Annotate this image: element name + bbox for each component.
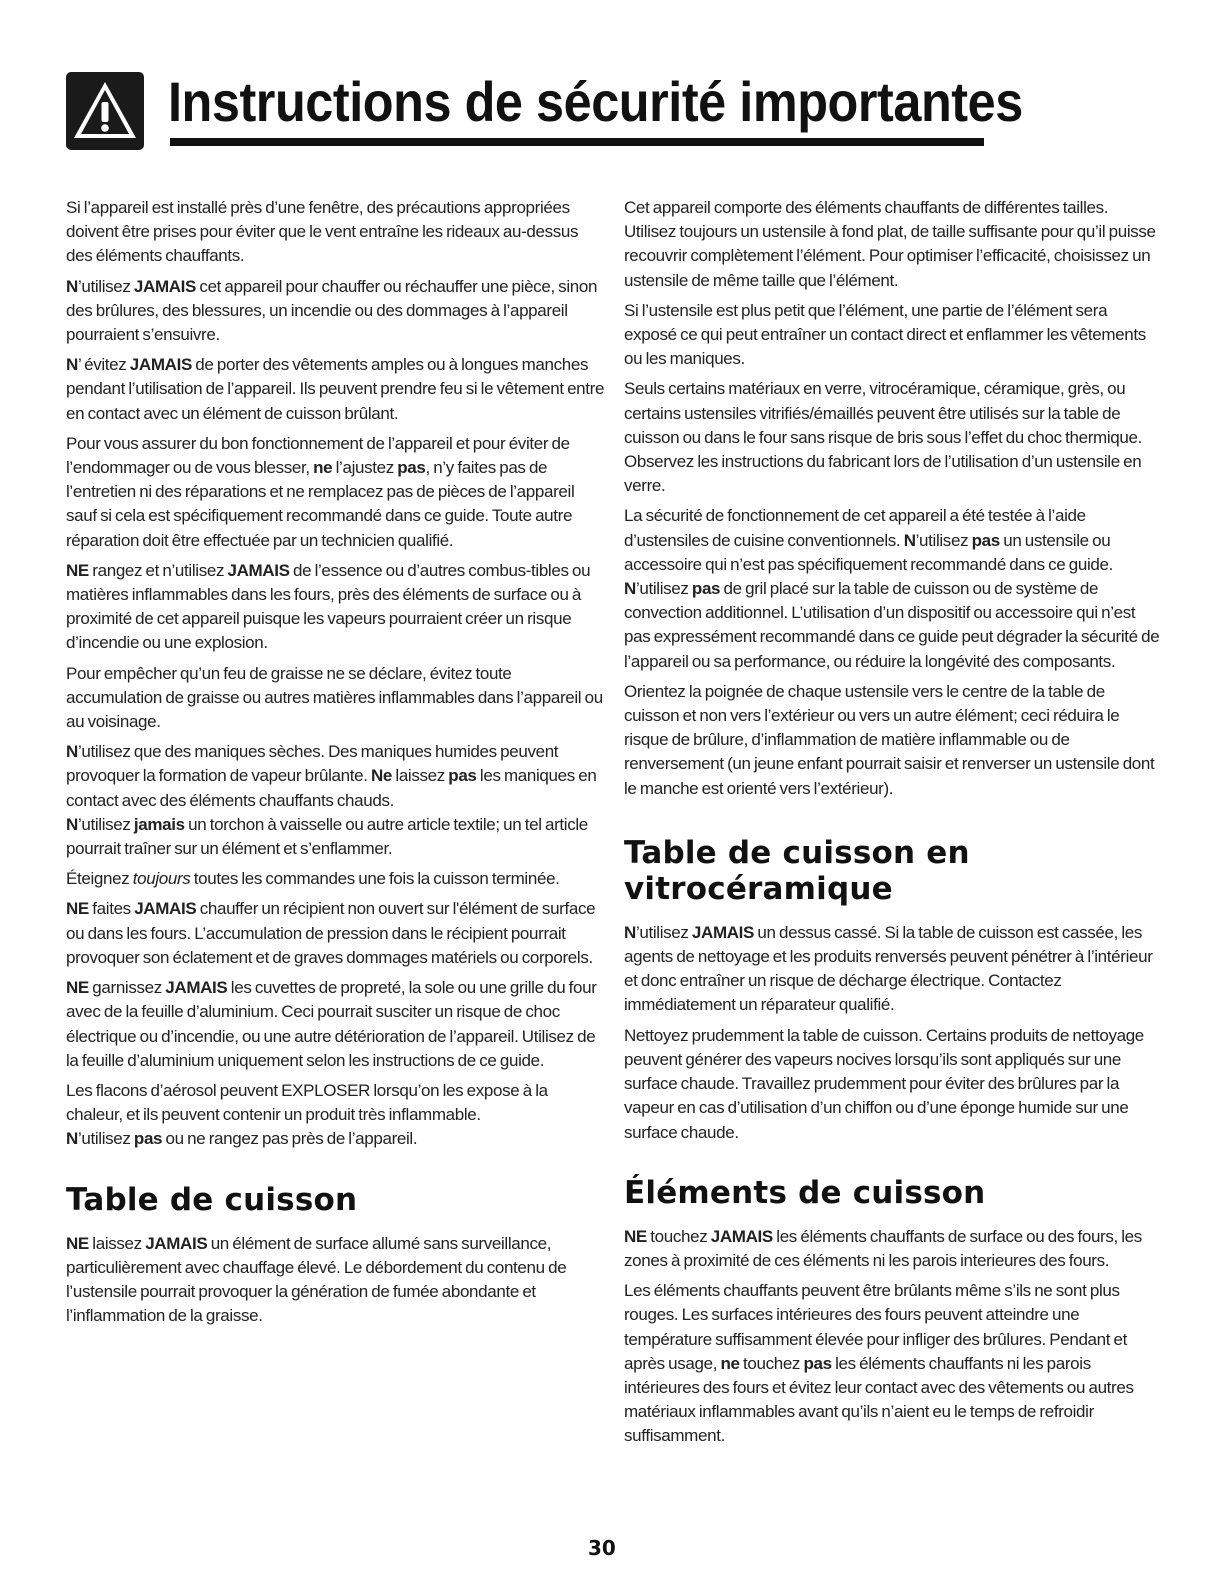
paragraph: Orientez la poignée de chaque ustensile vers le centre de la table de cuisson et non vers l’extérieur ou vers un autre élément; ceci réduira le risque de brûlure, d’inflammation de matière inflammable ou de renversement (un jeune enfant pourrait saisir et renverser un ustensile dont le manche est orienté vers l’extérieur). xyxy=(624,681,1155,798)
paragraph: NE laissez JAMAIS un élément de surface allumé sans surveillance, particulièrement avec chauffage élevé. Le débordement du contenu de l’ustensile pourrait provoquer la génération de fumée abondante et l’inflammation de la graisse. xyxy=(66,1233,567,1326)
warning-triangle-icon xyxy=(66,72,144,150)
title-underline xyxy=(170,138,984,146)
paragraph: N’utilisez que des maniques sèches. Des maniques humides peuvent provoquer la formation de vapeur brûlante. Ne laissez pas les maniques en contact avec des éléments chauffants chauds. xyxy=(66,742,597,810)
paragraph: N’utilisez pas ou ne rangez pas près de l’appareil. xyxy=(66,1129,418,1149)
section-heading-table-de-cuisson: Table de cuisson xyxy=(66,1181,358,1218)
paragraph: N’ évitez JAMAIS de porter des vêtements amples ou à longues manches pendant l’utilisation de l’appareil. Ils peuvent prendre feu si le vêtement entre en contact avec un élément de cuisson brûlant. xyxy=(66,355,605,423)
paragraph: La sécurité de fonctionnement de cet appareil a été testée à l’aide d’ustensiles de cuisine conventionnels. N’utilisez pas un ustensile ou accessoire qui n’est pas spécifiquement recommandé dans ce guide. N’utilisez pas de gril placé sur la table de cuisson ou de système de convection additionnel. L’utilisation d’un dispositif ou accessoire qui n’est pas expressément recommandé dans ce guide peut dégrader la sécurité de l’appareil ou sa performance, ou réduire la longévité des composants. xyxy=(624,506,1160,671)
page-header xyxy=(66,70,1023,160)
paragraph: Pour vous assurer du bon fonctionnement de l’appareil et pour éviter de l’endommager ou de vous blesser, ne l’ajustez pas, n’y faites pas de l’entretien ni des réparations et ne remplacez pas de pièces de l’appareil sauf si cela est spécifiquement recommandé dans ce guide. Toute autre réparation doit être effectuée par un technicien qualifié. xyxy=(66,433,575,550)
paragraph: Si l’appareil est installé près d’une fenêtre, des précautions appropriées doivent être prises pour éviter que le vent entraîne les rideaux au-dessus des éléments chauffants. xyxy=(66,198,579,266)
paragraph: Si l’ustensile est plus petit que l’élément, une partie de l’élément sera exposé ce qui peut entraîner un contact direct et enflammer les vêtements ou les maniques. xyxy=(624,300,1146,369)
paragraph: Les éléments chauffants peuvent être brûlants même s’ils ne sont plus rouges. Les surfaces intérieures des fours peuvent atteindre une température suffisamment élevée pour infliger des brûlures. Pendant et après usage, ne touchez pas les éléments chauffants ni les parois intérieures des fours et évitez leur contact avec des vêtements ou autres matériaux inflammables avant qu’ils n’aient eu le temps de refroidir suffisamment. xyxy=(624,1281,1134,1446)
paragraph: Cet appareil comporte des éléments chauffants de différentes tailles. Utilisez toujours un ustensile à fond plat, de taille suffisante pour qu’il puisse recouvrir complètement l’élément. Pour optimiser l’efficacité, choisissez un ustensile de même taille que l’élément. xyxy=(624,198,1156,290)
left-column xyxy=(66,196,606,1334)
paragraph: NE garnissez JAMAIS les cuvettes de propreté, la sole ou une grille du four avec de la feuille d’aluminium. Ceci pourrait susciter un risque de choc électrique ou d’incendie, ou une autre détérioration de l’appareil. Utilisez de la feuille d’aluminium uniquement selon les instructions de ce guide. xyxy=(66,978,597,1070)
paragraph: N’utilisez JAMAIS cet appareil pour chauffer ou réchauffer une pièce, sinon des brûlures, des blessures, un incendie ou des dommages à l’appareil pourraient s’ensuivre. xyxy=(66,276,598,345)
paragraph: Pour empêcher qu’un feu de graisse ne se déclare, évitez toute accumulation de graisse ou autres matières inflammables dans l’appareil ou au voisinage. xyxy=(66,663,603,732)
section-heading-vitroceramique: Table de cuisson en vitrocéramique xyxy=(624,834,970,907)
paragraph: NE faites JAMAIS chauffer un récipient non ouvert sur l'élément de surface ou dans les fours. L’accumulation de pression dans le récipient pourrait provoquer son éclatement et de graves dommages matériels ou corporels. xyxy=(66,899,596,967)
paragraph: N’utilisez JAMAIS un dessus cassé. Si la table de cuisson est cassée, les agents de nettoyage et les produits renversés peuvent pénétrer à l’intérieur et donc entraîner un risque de décharge électrique. Contactez immédiatement un réparateur qualifié. xyxy=(624,922,1153,1015)
paragraph: Seuls certains matériaux en verre, vitrocéramique, céramique, grès, ou certains ustensiles vitrifiés/émaillés peuvent être utilisés sur la table de cuisson ou dans le four sans risque de bris sous l’effet du choc thermique. Observez les instructions du fabricant lors de l’utilisation d’un ustensile en verre. xyxy=(624,379,1142,496)
paragraph: Les flacons d’aérosol peuvent EXPLOSER lorsqu’on les expose à la chaleur, et ils peuvent contenir un produit très inflammable. xyxy=(66,1080,548,1125)
right-column xyxy=(624,196,1162,1455)
page-title: Instructions de sécurité importantes xyxy=(168,70,1023,133)
paragraph: NE rangez et n’utilisez JAMAIS de l’essence ou d’autres combus-tibles ou matières inflammables dans les fours, près des éléments de surface ou à proximité de cet appareil puisque les vapeurs pourraient créer un risque d’incendie ou une explosion. xyxy=(66,560,591,653)
paragraph: Éteignez toujours toutes les commandes une fois la cuisson terminée. xyxy=(66,869,560,889)
paragraph: N’utilisez jamais un torchon à vaisselle ou autre article textile; un tel article pourrait traîner sur un élément et s’enflammer. xyxy=(66,814,588,859)
paragraph: NE touchez JAMAIS les éléments chauffants de surface ou des fours, les zones à proximité de ces éléments ni les parois interieures des fours. xyxy=(624,1226,1142,1270)
section-heading-elements-de-cuisson: Éléments de cuisson xyxy=(624,1174,986,1211)
paragraph: Nettoyez prudemment la table de cuisson. Certains produits de nettoyage peuvent générer des vapeurs nocives lorsqu’ils sont appliqués sur une surface chaude. Travaillez prudemment pour éviter des brûlures par la vapeur en cas d’utilisation d’un chiffon ou d’une éponge humide sur une surface chaude. xyxy=(624,1025,1144,1142)
page-number: 30 xyxy=(588,1536,616,1560)
